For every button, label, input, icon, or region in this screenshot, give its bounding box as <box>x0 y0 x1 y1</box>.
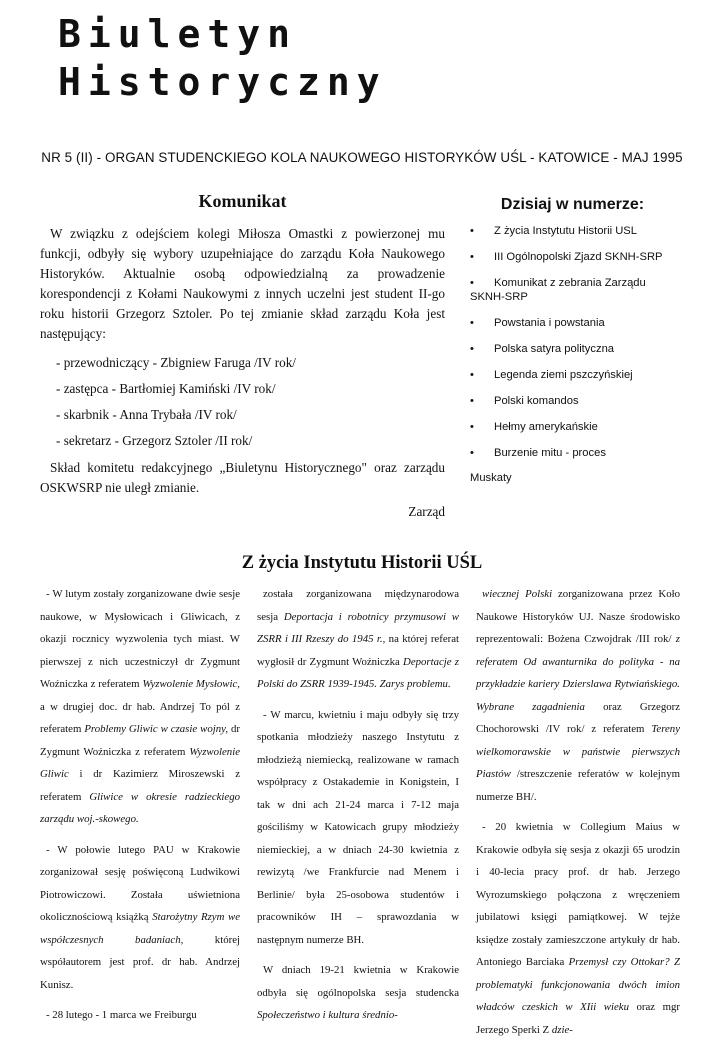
bullet-icon: • <box>470 317 474 329</box>
in-this-issue-box <box>470 196 675 484</box>
italic-title-run: Starożytny Rzym we współczesnych badaniach, <box>40 911 240 946</box>
in-this-issue-item <box>470 394 675 408</box>
italic-title-run: Tereny wielkomorawskie w państwie pierwszych Piastów <box>476 723 680 780</box>
in-this-issue-item <box>470 316 675 330</box>
komunikat-outro: Skład komitetu redakcyjnego „Biuletynu Historycznego" oraz zarządu OSKWSRP nie uległ zmianie. <box>40 460 445 495</box>
in-this-issue-item <box>470 446 675 460</box>
text-run: której współautorem jest prof. dr hab. Andrzej Kunisz. <box>40 933 240 991</box>
in-this-issue-label: Polski komandos <box>494 395 579 407</box>
article-paragraph <box>476 583 680 808</box>
in-this-issue-title: Dzisiaj w numerze: <box>500 196 645 213</box>
italic-title-run: Społeczeństwo i kultura średnio- <box>257 1009 398 1021</box>
italic-title-run: dzie- <box>551 1023 573 1036</box>
issue-subtitle: NR 5 (II) - ORGAN STUDENCKIEGO KOLA NAUKOWEGO HISTORYKÓW UŚL - KATOWICE - MAJ 1995 <box>41 150 683 165</box>
article-paragraph <box>257 583 459 696</box>
komunikat-intro: W związku z odejściem kolegi Miłosza Omastki z powierzonej mu funkcji, odbyły się wybory uzupełniające do zarządu Koła Naukowego Historyków. Aktualnie osobą odpowiedzialną za prowadzenie korespondencji z Kołami Naukowymi z innych uczelni jest student II-go roku historii Grzegorz Sztoler. Po tej zmianie skład zarządu Koła jest następujący: <box>40 226 445 341</box>
bullet-icon: • <box>470 343 474 355</box>
article-paragraph <box>476 816 680 1041</box>
board-member-list <box>40 350 445 454</box>
text-run: dr Zygmunt Woźniczka z referatem <box>40 723 240 758</box>
in-this-issue-label: Z życia Instytutu Historii USL <box>494 225 637 237</box>
in-this-issue-label: Polska satyra polityczna <box>494 343 615 355</box>
bullet-icon: • <box>470 421 474 433</box>
text-run: i dr Kazimierz Miroszewski z referatem <box>40 768 240 803</box>
italic-title-run: Deportacja i robotnicy przymusowi w ZSRR i III Rzeszy do 1945 r., <box>257 610 460 645</box>
article-paragraph <box>40 1004 240 1027</box>
article-column-1 <box>40 583 240 1035</box>
text-run: a w drugiej doc. dr hab. Andrzej To pól z referatem <box>40 700 240 735</box>
in-this-issue-item <box>470 276 675 304</box>
in-this-issue-label: Komunikat z zebrania Zarządu SKNH-SRP <box>470 277 646 303</box>
board-member: - zastępca - Bartłomiej Kamiński /IV rok/ <box>56 381 276 396</box>
bullet-icon: • <box>470 277 474 289</box>
article-paragraph <box>40 839 240 997</box>
text-run: W dniach 19-21 kwietnia w Krakowie odbyła się ogólnopolska sesja studencka <box>257 964 459 999</box>
text-run: oraz mgr Jerzego Sperki Z <box>476 1001 680 1036</box>
article-paragraph <box>257 704 459 952</box>
text-run: oraz Grzegorz Chochorowski /IV rok/ z referatem <box>476 700 681 735</box>
komunikat-section <box>40 190 445 522</box>
in-this-issue-item <box>470 224 675 238</box>
in-this-issue-tail: Muskaty <box>470 472 512 484</box>
in-this-issue-item <box>470 420 675 434</box>
text-run: na której referat wygłosił dr Zygmunt Woźniczka <box>257 633 459 668</box>
text-run: została zorganizowana międzynarodowa sesja <box>257 588 459 623</box>
italic-title-run: Przemysł czy Ottokar? Z problematyki funkcjonowania dwóch imion władców czeskich w XIii wieku <box>476 956 680 1013</box>
bullet-icon: • <box>470 447 474 459</box>
text-run: - W połowie lutego PAU w Krakowie zorganizował sesję poświęconą Ludwikowi Piotrowiczowi. Została uświetniona okolicznościową książką <box>40 843 240 923</box>
board-member: - sekretarz - Grzegorz Sztoler /II rok/ <box>56 433 253 448</box>
in-this-issue-label: Hełmy amerykańskie <box>494 421 598 433</box>
text-run: - 28 lutego - 1 marca we Freiburgu <box>46 1009 197 1021</box>
italic-title-run: wiecznej Polski <box>482 588 553 600</box>
italic-title-run: Wyzwolenie Mysłowic, <box>142 678 241 690</box>
article-column-3 <box>476 583 680 1049</box>
in-this-issue-item <box>470 368 675 382</box>
in-this-issue-item <box>470 342 675 356</box>
bullet-icon: • <box>470 225 474 237</box>
text-run: zorganizowana przez Koło Naukowe Historyków UJ. Nasze środowisko reprezentowali: Bożena Czwojdrak /III rok/ <box>476 588 680 645</box>
masthead-logo <box>58 10 458 106</box>
in-this-issue-label: Burzenie mitu - proces <box>494 447 606 459</box>
board-member: - skarbnik - Anna Trybała /IV rok/ <box>56 407 237 422</box>
italic-title-run: Problemy Gliwic w czasie wojny, <box>84 723 229 735</box>
in-this-issue-label: Legenda ziemi pszczyńskiej <box>494 369 633 381</box>
komunikat-title: Komunikat <box>198 191 287 211</box>
italic-title-run: Gliwice w okresie radzieckiego zarządu woj.-skowego. <box>40 790 240 825</box>
bullet-icon: • <box>470 395 474 407</box>
text-run: - W marcu, kwietniu i maju odbyły się trzy spotkania młodzieży naszego Instytutu z młodzieżą niemiecką, realizowane w ramach współpracy z Ostakademie in Konigstein, I tak w dni ach 21-24 marca i 7-12 maja gościliśmy w Katowicach grupy młodzieży niemieckiej, a w dniach 24-30 kwietnia z rewizytą /we Frankfurcie nad Menem i Berlinie/ była 25-osobowa studentów i pracowników IH – sprawozdania w następnym numerze BH. <box>257 708 459 946</box>
bullet-icon: • <box>470 251 474 263</box>
komunikat-signature: Zarząd <box>408 504 445 519</box>
in-this-issue-list <box>470 224 675 460</box>
article-title: Z życia Instytutu Historii UŚL <box>241 553 483 573</box>
text-run: /streszczenie referatów w kolejnym numerze BH/. <box>476 768 680 803</box>
italic-title-run: Wyzwolenie Gliwic <box>40 745 240 780</box>
italic-title-run: z referatem Od awanturnika do polityka - na przykładzie kariery Dzierslawa Rytwiańskiego. Wybrane zagadnienia <box>476 633 680 713</box>
in-this-issue-item <box>470 250 675 264</box>
text-run: - W lutym zostały zorganizowane dwie sesje naukowe, w Mysłowicach i Gliwicach, z okazji rocznicy wyzwolenia tych miast. W pierwszej z nich uczestniczył dr Zygmunt Woźniczka z referatem <box>40 588 240 690</box>
text-run: - 20 kwietnia w Collegium Maius w Krakowie odbyła się sesja z okazji 65 urodzin i 40-lecia pracy prof. dr hab. Jerzego Wyrozumskiego połączona z wręczeniem jubilatowi księgi pamiątkowej. W tejże księdze zostały zamieszczone artykuły dr hab. Antoniego Barciaka <box>476 821 680 968</box>
in-this-issue-label: Powstania i powstania <box>494 317 605 329</box>
article-paragraph <box>257 959 459 1027</box>
masthead-line-2: Historyczny <box>58 60 387 104</box>
board-member: - przewodniczący - Zbigniew Faruga /IV rok/ <box>56 355 296 370</box>
in-this-issue-label: III Ogólnopolski Zjazd SKNH-SRP <box>494 251 663 263</box>
article-column-2 <box>257 583 459 1035</box>
bullet-icon: • <box>470 369 474 381</box>
masthead-line-1: Biuletyn <box>58 12 298 56</box>
article-paragraph <box>40 583 240 831</box>
italic-title-run: Deportacje z Polski do ZSRR 1939-1945. Zarys problemu. <box>257 655 459 690</box>
